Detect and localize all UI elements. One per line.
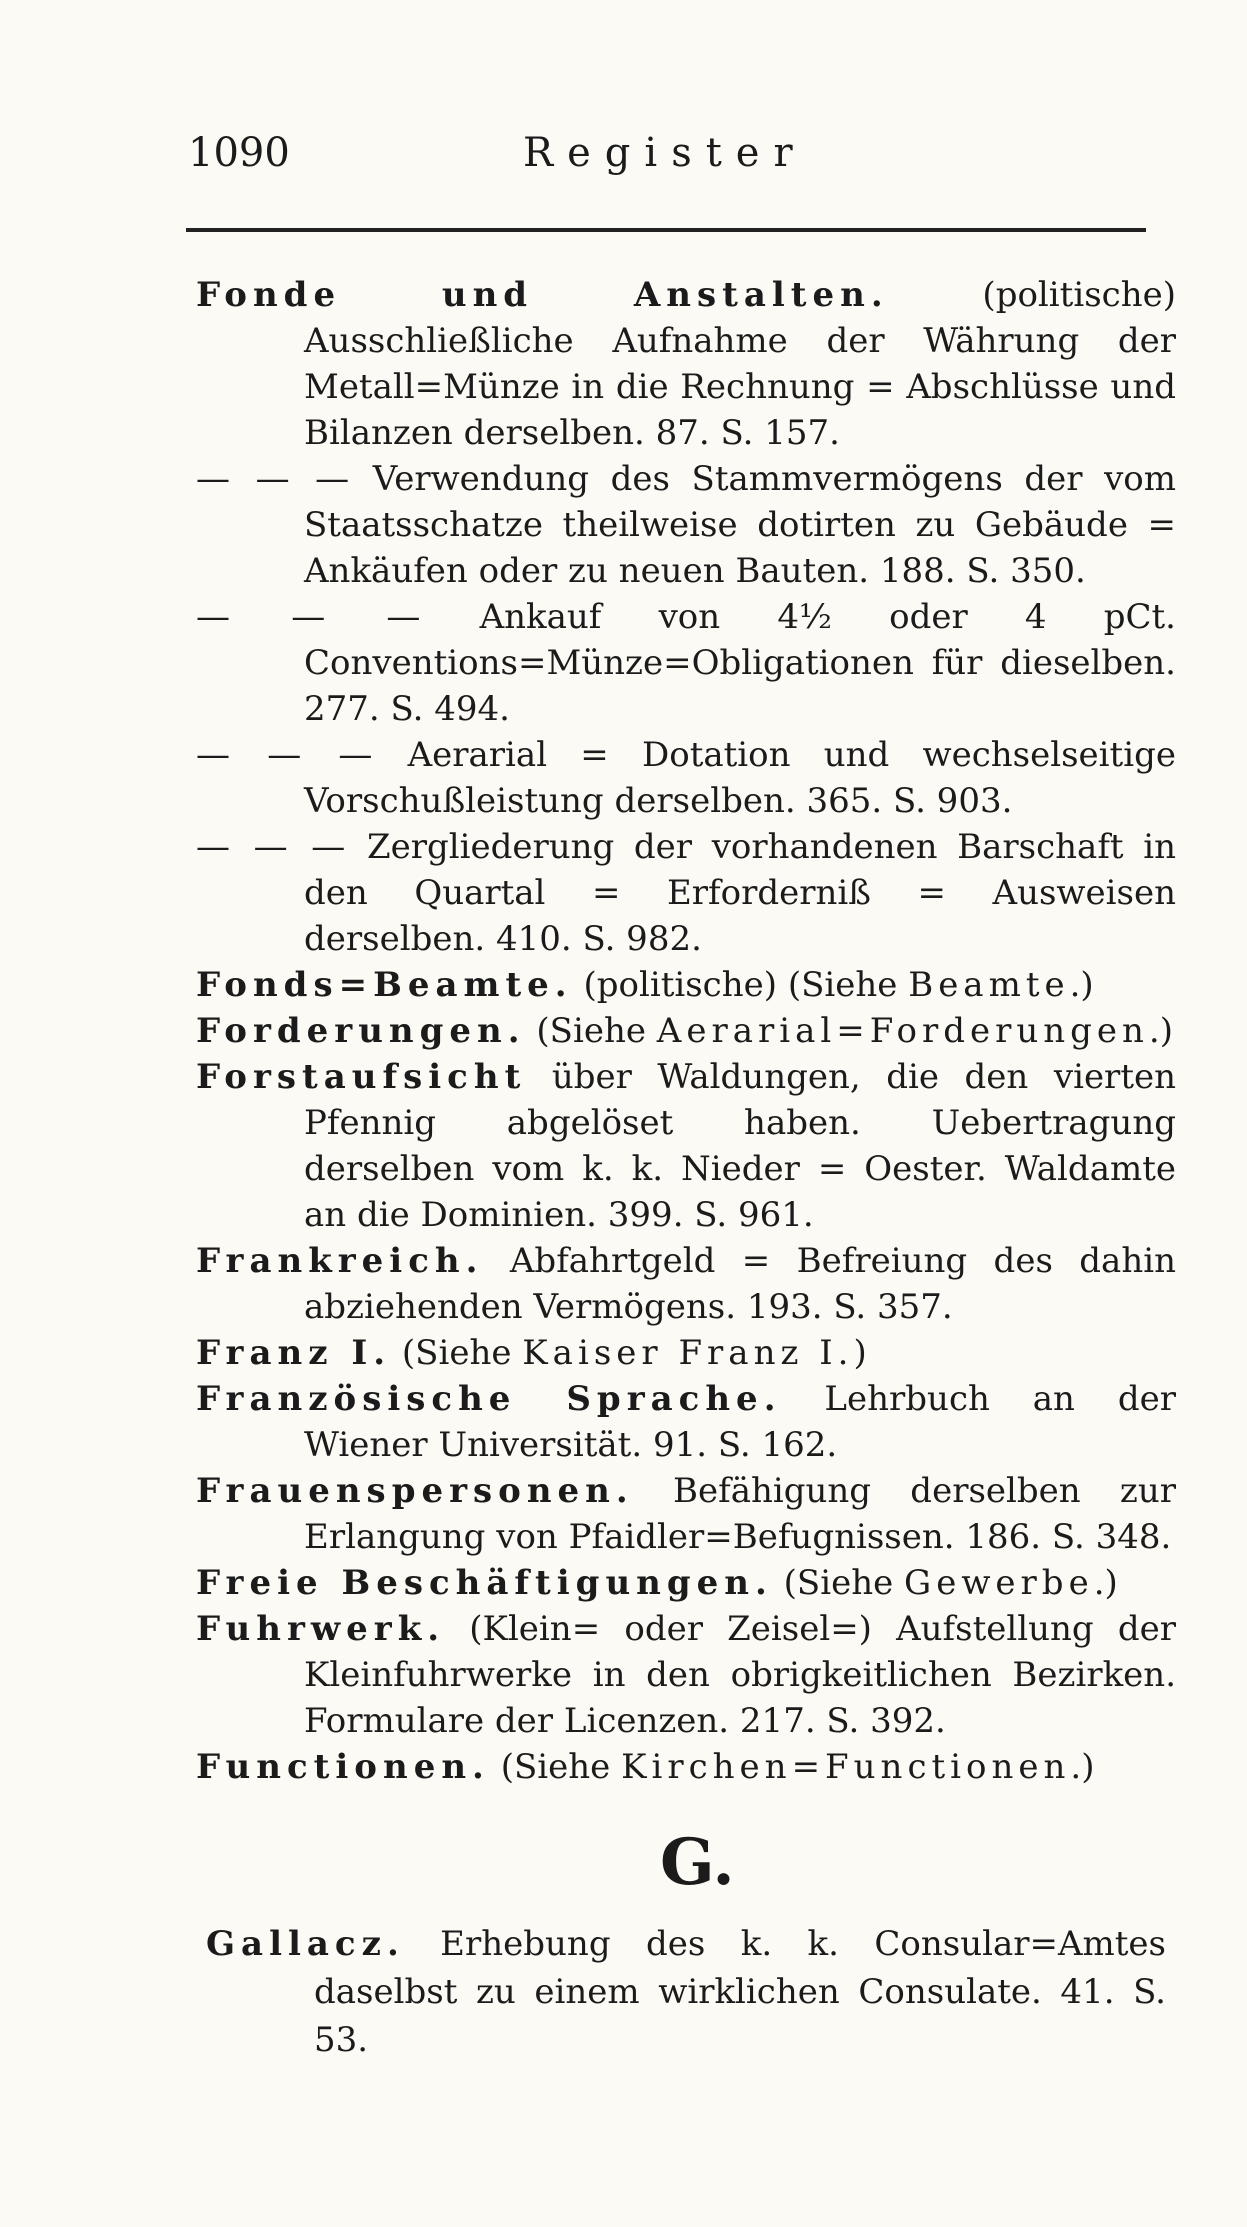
entry-keyword: Forderungen.: [196, 1011, 526, 1051]
entry-keyword: Freie Beschäftigungen.: [196, 1563, 773, 1603]
entry-text: (politische) Ausschließliche Aufnahme der Währung der Metall=Münze in die Rechnung = Abschlüsse und Bilanzen derselben. 87. S. 157.: [304, 275, 1176, 453]
entry-text: ): [853, 1333, 867, 1373]
entry-sub-ankauf: [196, 594, 1176, 732]
entry-keyword: Franz I.: [196, 1333, 392, 1373]
entry-text: Zergliederung der vorhandenen Barschaft in den Quartal = Erforderniß = Ausweisen derselben. 410. S. 982.: [304, 827, 1176, 959]
entry-text: Erhebung des k. k. Consular=Amtes daselbst zu einem wirklichen Consulate. 41. S. 53.: [314, 1924, 1166, 2060]
entry-text: Ankauf von 4½ oder 4 pCt. Conventions=Münze=Obligationen für dieselben. 277. S. 494.: [304, 597, 1176, 729]
header-rule: [186, 228, 1146, 232]
entry-text: Abfahrtgeld = Befreiung des dahin abziehenden Vermögens. 193. S. 357.: [304, 1241, 1176, 1327]
entry-dash: — — —: [196, 459, 352, 499]
entry-keyword: Fonds=Beamte.: [196, 965, 573, 1005]
entry-text: .): [1070, 1747, 1095, 1787]
entry-text: .): [1093, 1563, 1118, 1603]
cross-reference: Gewerbe: [904, 1563, 1094, 1603]
entry-freie-beschaeftigungen: [196, 1560, 1176, 1606]
entry-sub-zergliederung: [196, 824, 1176, 962]
entry-frankreich: [196, 1238, 1176, 1330]
entry-text: (politische) (Siehe: [572, 965, 909, 1005]
cross-reference: Kirchen=Functionen: [621, 1747, 1071, 1787]
entry-dash: — — —: [196, 735, 375, 775]
page-number: 1090: [188, 130, 290, 176]
entry-text: Lehrbuch an der Wiener Universität. 91. S. 162.: [304, 1379, 1176, 1465]
cross-reference: Kaiser Franz I.: [522, 1333, 854, 1373]
register-entries-g: [206, 1920, 1166, 2064]
register-entries: [196, 272, 1176, 1790]
entry-text: Befähigung derselben zur Erlangung von Pfaidler=Befugnissen. 186. S. 348.: [304, 1471, 1176, 1557]
entry-text: .): [1069, 965, 1094, 1005]
entry-keyword: Fonde und Anstalten.: [196, 275, 889, 315]
running-title: Register: [523, 130, 807, 176]
entry-fuhrwerk: [196, 1606, 1176, 1744]
entry-keyword: Frauenspersonen.: [196, 1471, 634, 1511]
page-header: [188, 130, 1148, 190]
entry-sub-aerarial-dotation: [196, 732, 1176, 824]
entry-franzoesische-sprache: [196, 1376, 1176, 1468]
entry-dash: — — —: [196, 827, 348, 867]
entry-dash: — — —: [196, 597, 423, 637]
entry-keyword: Fuhrwerk.: [196, 1609, 446, 1649]
entry-functionen: [196, 1744, 1176, 1790]
entry-sub-stammvermoegen: [196, 456, 1176, 594]
entry-forstaufsicht: [196, 1054, 1176, 1238]
entry-text: Aerarial = Dotation und wechselseitige Vorschußleistung derselben. 365. S. 903.: [304, 735, 1176, 821]
cross-reference: Aerarial=Forderungen: [656, 1011, 1149, 1051]
entry-text: Verwendung des Stammvermögens der vom Staatsschatze theilweise dotirten zu Gebäude = Ankäufen oder zu neuen Bauten. 188. S. 350.: [304, 459, 1176, 591]
entry-text: über Waldungen, die den vierten Pfennig abgelöset haben. Uebertragung derselben vom k. k. Nieder = Oester. Waldamte an die Dominien. 399. S. 961.: [304, 1057, 1176, 1235]
entry-gallacz: [206, 1920, 1166, 2064]
entry-text: (Siehe: [772, 1563, 905, 1603]
entry-fonds-beamte: [196, 962, 1176, 1008]
entry-keyword: Forstaufsicht: [196, 1057, 527, 1097]
entry-text: (Siehe: [489, 1747, 622, 1787]
section-letter-g: G.: [660, 1825, 735, 1900]
entry-forderungen: [196, 1008, 1176, 1054]
entry-text: (Klein= oder Zeisel=) Aufstellung der Kleinfuhrwerke in den obrigkeitlichen Bezirken. Formulare der Licenzen. 217. S. 392.: [304, 1609, 1176, 1741]
entry-text: .): [1148, 1011, 1173, 1051]
entry-keyword: Französische Sprache.: [196, 1379, 782, 1419]
entry-keyword: Gallacz.: [206, 1924, 405, 1964]
entry-text: (Siehe: [525, 1011, 657, 1051]
entry-keyword: Frankreich.: [196, 1241, 484, 1281]
entry-keyword: Functionen.: [196, 1747, 490, 1787]
entry-text: (Siehe: [391, 1333, 523, 1373]
entry-franz-i: [196, 1330, 1176, 1376]
cross-reference: Beamte: [908, 965, 1070, 1005]
entry-frauenspersonen: [196, 1468, 1176, 1560]
entry-fonde-und-anstalten: [196, 272, 1176, 456]
